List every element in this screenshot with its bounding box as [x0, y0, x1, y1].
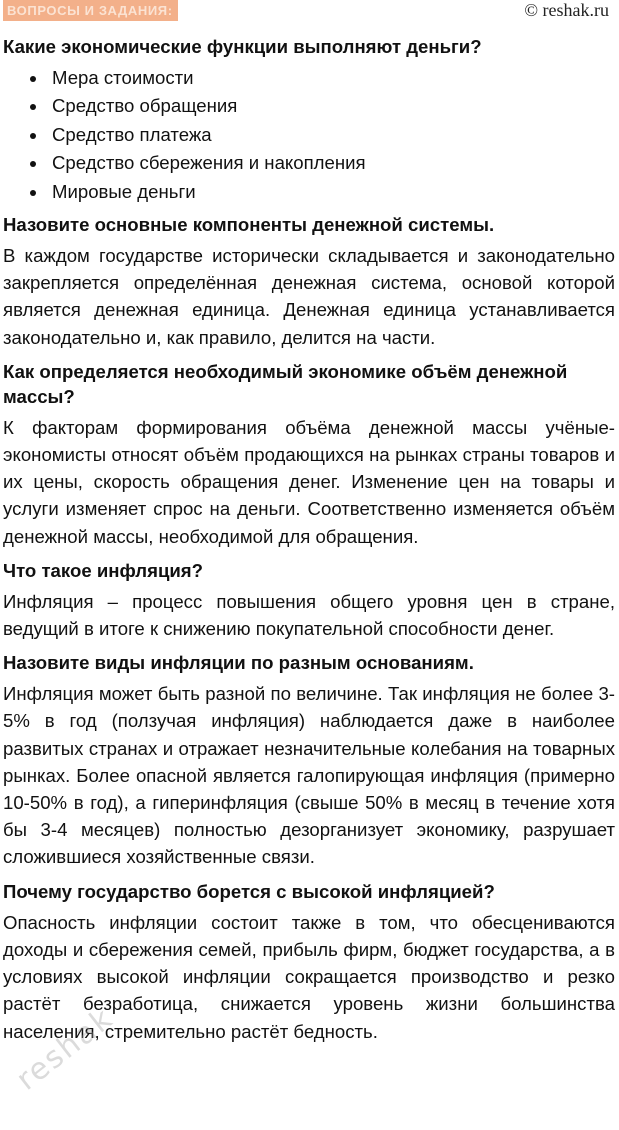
watermark-stamp-text: reshak	[10, 1000, 121, 1098]
list-item	[3, 121, 615, 149]
question-heading: Назовите основные компоненты денежной системы.	[3, 214, 495, 236]
answer-paragraph: Инфляция может быть разной по величине. Так инфляция не более 3-5% в год (ползучая инфляция) наблюдается даже в наиболее развитых странах и отражает незначительные колебания на товарных рынках. Более опасной является галопирующая инфляция (примерно 10-50% в год), а гиперинфляция (свыше 50% в месяц в течение хотя бы 3-4 месяцев) полностью дезорганизует экономику, разрушает сложившиеся хозяйственные связи.	[3, 683, 615, 868]
list-item	[3, 178, 615, 206]
bullet-icon	[30, 133, 36, 139]
list-item-text: Средство платежа	[52, 123, 212, 145]
answer-paragraph: Инфляция – процесс повышения общего уровня цен в стране, ведущий в итоге к снижению покупательной способности денег.	[3, 590, 615, 640]
question-heading: Почему государство борется с высокой инфляцией?	[3, 880, 495, 902]
list-item-text: Мера стоимости	[52, 67, 194, 88]
bullet-icon	[30, 76, 36, 82]
answer-paragraph: К факторам формирования объёма денежной массы учёные-экономисты относят объём продающихся на рынках страны товаров и их цены, скорость обращения денег. Изменение цен на товары и услуги изменяет спрос на деньги. Соответственно изменяется объём денежной массы, необходимой для обращения.	[3, 416, 615, 547]
answer-paragraph: Опасность инфляции состоит также в том, что обесцениваются доходы и сбережения семей, прибыль фирм, бюджет государства, а в условиях высокой инфляции сокращается производство и резко растёт безработица, снижается уровень жизни большинства населения, стремительно растёт бедность.	[3, 911, 615, 1042]
bullet-icon	[30, 104, 36, 110]
bullet-icon	[30, 190, 36, 196]
question-heading: Какие экономические функции выполняют деньги?	[3, 36, 482, 57]
qa-block-2	[3, 208, 615, 355]
header-row	[3, 0, 615, 30]
qa-block-5	[3, 646, 615, 874]
watermark-text: © reshak.ru	[524, 0, 609, 20]
list-item	[3, 149, 615, 177]
qa-block-6	[3, 875, 615, 1049]
qa-block-3	[3, 355, 615, 554]
list-item-text: Средство сбережения и накопления	[52, 152, 366, 174]
question-heading: Что такое инфляция?	[3, 559, 204, 581]
answer-paragraph: В каждом государстве исторически складывается и законодательно закрепляется определённая денежная система, основой которой является денежная единица. Денежная единица устанавливается законодательно и, как правило, делится на части.	[3, 245, 615, 348]
bullet-icon	[30, 161, 36, 167]
section-label: ВОПРОСЫ И ЗАДАНИЯ:	[3, 0, 178, 21]
qa-block-4	[3, 554, 615, 646]
question-heading: Назовите виды инфляции по разным основаниям.	[3, 652, 474, 674]
list-item	[3, 92, 615, 120]
list-item	[3, 64, 615, 92]
bullet-list	[3, 64, 615, 208]
list-item-text: Средство обращения	[52, 95, 238, 117]
question-heading: Как определяется необходимый экономике объём денежной массы?	[3, 360, 568, 407]
qa-block-1	[3, 30, 615, 208]
list-item-text: Мировые деньги	[52, 180, 196, 202]
